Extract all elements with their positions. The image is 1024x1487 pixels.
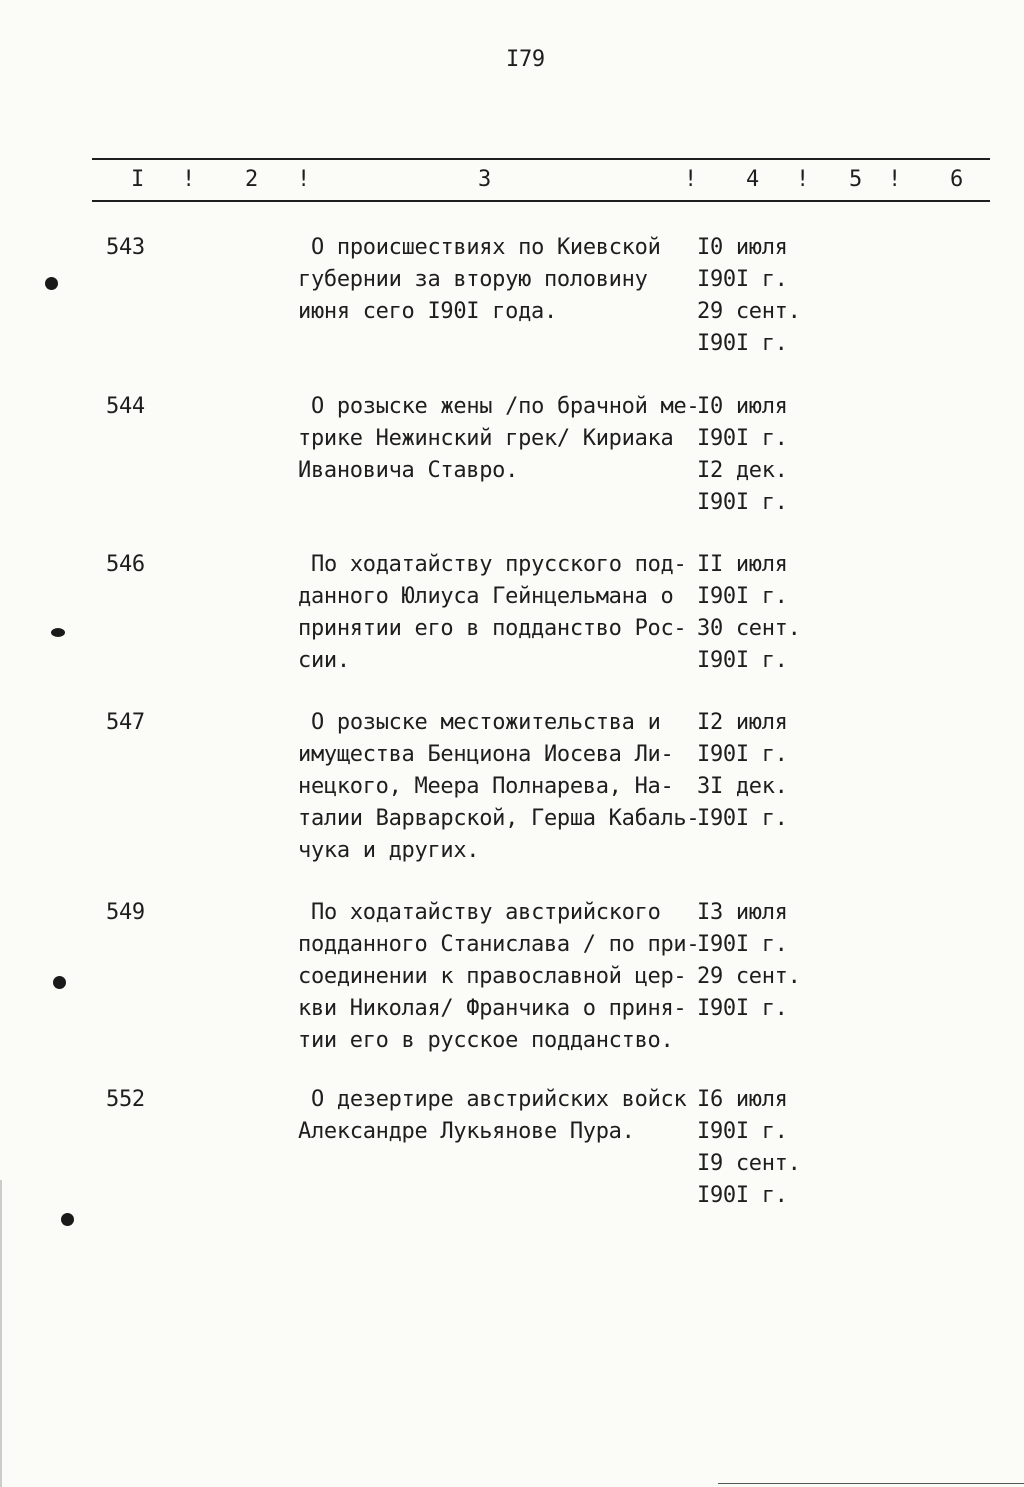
entry-date-line: II июля bbox=[697, 552, 788, 577]
entry-description-line: чука и других. bbox=[298, 838, 480, 863]
entry-description-line: О дезертире австрийских войск bbox=[311, 1087, 687, 1112]
entry-description-line: талии Варварской, Герша Кабаль- bbox=[298, 806, 700, 831]
table-header-rule bbox=[92, 200, 990, 202]
entry-description-line: подданного Станислава / по при- bbox=[298, 932, 700, 957]
page-number: I79 bbox=[506, 47, 545, 72]
entry-date-line: I90I г. bbox=[697, 267, 788, 292]
entry-date-line: 29 сент. bbox=[697, 964, 801, 989]
entry-number: 552 bbox=[106, 1087, 145, 1112]
entry-date-line: I90I г. bbox=[697, 648, 788, 673]
entry-date-line: I6 июля bbox=[697, 1087, 788, 1112]
entry-date-line: I90I г. bbox=[697, 742, 788, 767]
entry-date-line: I90I г. bbox=[697, 490, 788, 515]
column-separator: ! bbox=[182, 167, 195, 192]
column-header-5: 5 bbox=[849, 167, 862, 192]
entry-date-line: I2 дек. bbox=[697, 458, 788, 483]
table-top-rule bbox=[92, 158, 990, 160]
binding-hole bbox=[45, 277, 58, 290]
entry-description-line: кви Николая/ Франчика о приня- bbox=[298, 996, 687, 1021]
column-header-2: 2 bbox=[245, 167, 258, 192]
entry-number: 547 bbox=[106, 710, 145, 735]
entry-date-line: I9 сент. bbox=[697, 1151, 801, 1176]
entry-description-line: губернии за вторую половину bbox=[298, 267, 648, 292]
scan-edge bbox=[0, 1180, 2, 1487]
column-separator: ! bbox=[888, 167, 901, 192]
entry-description-line: принятии его в подданство Рос- bbox=[298, 616, 687, 641]
entry-date-line: I90I г. bbox=[697, 1183, 788, 1208]
binding-hole bbox=[53, 976, 66, 989]
entry-date-line: I90I г. bbox=[697, 806, 788, 831]
binding-hole bbox=[61, 1213, 74, 1226]
entry-number: 543 bbox=[106, 235, 145, 260]
column-separator: ! bbox=[796, 167, 809, 192]
entry-description-line: Александре Лукьянове Пура. bbox=[298, 1119, 635, 1144]
entry-date-line: I0 июля bbox=[697, 394, 788, 419]
entry-number: 546 bbox=[106, 552, 145, 577]
entry-description-line: июня сего I90I года. bbox=[298, 299, 557, 324]
entry-description-line: тии его в русское подданство. bbox=[298, 1028, 674, 1053]
entry-date-line: I0 июля bbox=[697, 235, 788, 260]
entry-description-line: О происшествиях по Киевской bbox=[311, 235, 661, 260]
entry-description-line: имущества Бенциона Иосева Ли- bbox=[298, 742, 674, 767]
entry-description-line: данного Юлиуса Гейнцельмана о bbox=[298, 584, 674, 609]
entry-number: 544 bbox=[106, 394, 145, 419]
column-separator: ! bbox=[297, 167, 310, 192]
entry-number: 549 bbox=[106, 900, 145, 925]
entry-date-line: I2 июля bbox=[697, 710, 788, 735]
entry-date-line: I90I г. bbox=[697, 1119, 788, 1144]
column-header-4: 4 bbox=[746, 167, 759, 192]
entry-description-line: нецкого, Меера Полнарева, На- bbox=[298, 774, 674, 799]
entry-date-line: I90I г. bbox=[697, 331, 788, 356]
entry-description-line: О розыске жены /по брачной ме- bbox=[311, 394, 700, 419]
entry-date-line: I90I г. bbox=[697, 426, 788, 451]
entry-date-line: 30 сент. bbox=[697, 616, 801, 641]
entry-description-line: трике Нежинский грек/ Кириака bbox=[298, 426, 674, 451]
entry-date-line: I3 июля bbox=[697, 900, 788, 925]
entry-date-line: 3I дек. bbox=[697, 774, 788, 799]
column-header-1: I bbox=[131, 167, 144, 192]
entry-date-line: 29 сент. bbox=[697, 299, 801, 324]
entry-description-line: О розыске местожительства и bbox=[311, 710, 661, 735]
entry-description-line: соединении к православной цер- bbox=[298, 964, 687, 989]
entry-date-line: I90I г. bbox=[697, 996, 788, 1021]
entry-description-line: По ходатайству австрийского bbox=[311, 900, 661, 925]
entry-date-line: I90I г. bbox=[697, 932, 788, 957]
column-header-3: 3 bbox=[478, 167, 491, 192]
entry-date-line: I90I г. bbox=[697, 584, 788, 609]
entry-description-line: Ивановича Ставро. bbox=[298, 458, 519, 483]
binding-hole bbox=[51, 628, 65, 637]
entry-description-line: По ходатайству прусского под- bbox=[311, 552, 687, 577]
entry-description-line: сии. bbox=[298, 648, 350, 673]
scan-bottom-line bbox=[718, 1483, 1024, 1484]
column-separator: ! bbox=[684, 167, 697, 192]
column-header-6: 6 bbox=[950, 167, 963, 192]
